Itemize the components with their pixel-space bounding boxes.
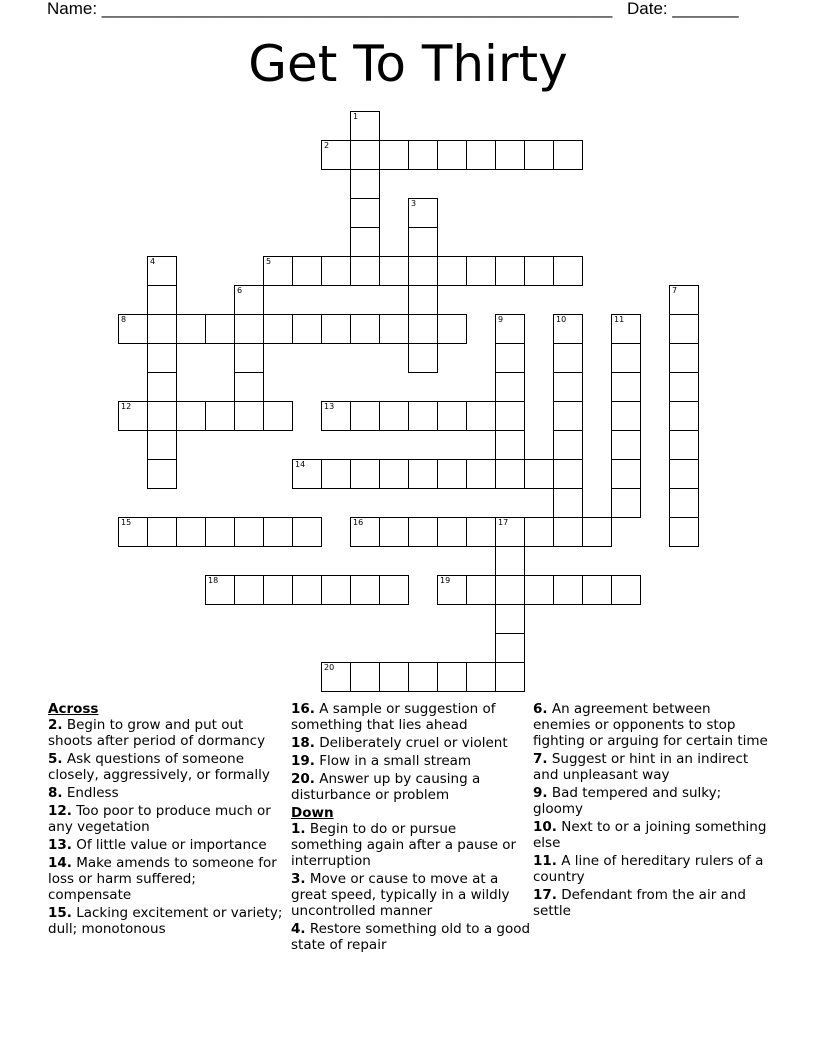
clue-item bbox=[291, 735, 531, 751]
grid-cell[interactable] bbox=[263, 575, 293, 605]
grid-cell[interactable] bbox=[524, 517, 554, 547]
clue-text: Lacking excitement or variety; dull; monotonous bbox=[48, 905, 283, 937]
grid-cell[interactable] bbox=[553, 372, 583, 402]
clue-item bbox=[48, 905, 283, 937]
grid-cell[interactable] bbox=[263, 517, 293, 547]
grid-cell[interactable] bbox=[147, 517, 177, 547]
clue-item bbox=[533, 853, 768, 885]
clue-text: Flow in a small stream bbox=[319, 753, 472, 769]
clue-number: 2. bbox=[48, 717, 63, 733]
grid-cell[interactable] bbox=[408, 517, 438, 547]
grid-cell[interactable] bbox=[234, 314, 264, 344]
grid-cell[interactable] bbox=[669, 401, 699, 431]
clue-number: 10. bbox=[533, 819, 557, 835]
grid-cell[interactable] bbox=[234, 401, 264, 431]
grid-cell[interactable] bbox=[379, 517, 409, 547]
grid-cell[interactable] bbox=[379, 662, 409, 692]
grid-cell[interactable] bbox=[437, 314, 467, 344]
clue-number: 17. bbox=[533, 887, 557, 903]
grid-cell[interactable] bbox=[495, 575, 525, 605]
clue-number: 5. bbox=[48, 751, 63, 767]
grid-cell[interactable] bbox=[524, 459, 554, 489]
clue-text: Endless bbox=[66, 785, 119, 801]
cell-number: 11 bbox=[614, 315, 625, 324]
grid-cell[interactable] bbox=[147, 459, 177, 489]
clue-item bbox=[533, 785, 768, 817]
cell-number: 16 bbox=[353, 518, 364, 527]
grid-cell[interactable] bbox=[408, 662, 438, 692]
grid-cell[interactable] bbox=[234, 575, 264, 605]
grid-cell[interactable] bbox=[234, 372, 264, 402]
clue-text: Defendant from the air and settle bbox=[533, 887, 746, 919]
clue-number: 14. bbox=[48, 855, 72, 871]
grid-cell[interactable] bbox=[553, 401, 583, 431]
grid-cell[interactable] bbox=[669, 314, 699, 344]
grid-cell[interactable] bbox=[292, 314, 322, 344]
grid-cell[interactable] bbox=[321, 459, 351, 489]
grid-cell[interactable] bbox=[437, 517, 467, 547]
clue-text: Suggest or hint in an indirect and unpleasant way bbox=[533, 751, 749, 783]
grid-cell[interactable] bbox=[350, 227, 380, 257]
grid-cell[interactable] bbox=[553, 256, 583, 286]
grid-cell[interactable] bbox=[669, 488, 699, 518]
grid-cell[interactable] bbox=[408, 227, 438, 257]
grid-cell[interactable] bbox=[408, 401, 438, 431]
grid-cell[interactable] bbox=[495, 372, 525, 402]
clue-item bbox=[48, 717, 283, 749]
grid-cell[interactable] bbox=[350, 198, 380, 228]
cell-number: 10 bbox=[556, 315, 567, 324]
clue-item bbox=[291, 771, 531, 803]
clue-number: 16. bbox=[291, 701, 315, 717]
grid-cell[interactable] bbox=[611, 488, 641, 518]
grid-cell[interactable] bbox=[350, 459, 380, 489]
clue-number: 4. bbox=[291, 921, 306, 937]
clue-number: 8. bbox=[48, 785, 63, 801]
grid-cell[interactable] bbox=[669, 372, 699, 402]
grid-cell[interactable] bbox=[350, 256, 380, 286]
grid-cell[interactable] bbox=[176, 314, 206, 344]
grid-cell[interactable] bbox=[611, 343, 641, 373]
grid-cell[interactable] bbox=[437, 140, 467, 170]
cell-number: 8 bbox=[121, 315, 127, 324]
grid-cell[interactable] bbox=[437, 401, 467, 431]
clue-text: Of little value or importance bbox=[76, 837, 267, 853]
grid-cell[interactable] bbox=[553, 343, 583, 373]
puzzle-title: Get To Thirty bbox=[248, 35, 568, 93]
grid-cell[interactable] bbox=[524, 575, 554, 605]
grid-cell[interactable] bbox=[147, 401, 177, 431]
clue-number: 9. bbox=[533, 785, 548, 801]
clue-number: 13. bbox=[48, 837, 72, 853]
grid-cell[interactable] bbox=[553, 575, 583, 605]
cell-number: 17 bbox=[498, 518, 509, 527]
clue-number: 12. bbox=[48, 803, 72, 819]
clue-item bbox=[291, 921, 531, 953]
clue-text: Make amends to someone for loss or harm suffered; compensate bbox=[48, 855, 277, 903]
clue-item bbox=[48, 803, 283, 835]
clue-text: Bad tempered and sulky; gloomy bbox=[533, 785, 722, 817]
grid-cell[interactable] bbox=[350, 314, 380, 344]
grid-cell[interactable] bbox=[408, 140, 438, 170]
grid-cell[interactable] bbox=[379, 575, 409, 605]
clue-number: 1. bbox=[291, 821, 306, 837]
grid-cell[interactable] bbox=[611, 401, 641, 431]
grid-cell[interactable] bbox=[379, 256, 409, 286]
grid-cell[interactable] bbox=[582, 517, 612, 547]
clue-number: 6. bbox=[533, 701, 548, 717]
grid-cell[interactable] bbox=[176, 401, 206, 431]
name-field-line: Name: ______________________________________________________ bbox=[47, 0, 613, 18]
clue-section-heading: Down bbox=[291, 805, 334, 821]
grid-cell[interactable] bbox=[553, 517, 583, 547]
grid-cell[interactable] bbox=[669, 343, 699, 373]
clue-number: 18. bbox=[291, 735, 315, 751]
grid-cell[interactable] bbox=[466, 401, 496, 431]
grid-cell[interactable] bbox=[205, 401, 235, 431]
clue-item bbox=[48, 837, 283, 853]
grid-cell[interactable] bbox=[292, 575, 322, 605]
grid-cell[interactable] bbox=[466, 662, 496, 692]
clue-item bbox=[291, 871, 531, 919]
grid-cell[interactable] bbox=[466, 517, 496, 547]
cell-number: 20 bbox=[324, 663, 335, 672]
grid-cell[interactable] bbox=[408, 343, 438, 373]
grid-cell[interactable] bbox=[466, 256, 496, 286]
clue-text: A sample or suggestion of something that lies ahead bbox=[291, 701, 496, 733]
clue-column-2 bbox=[291, 701, 531, 955]
grid-cell[interactable] bbox=[611, 459, 641, 489]
cell-number: 15 bbox=[121, 518, 132, 527]
grid-cell[interactable] bbox=[379, 401, 409, 431]
clue-item bbox=[533, 701, 768, 749]
grid-cell[interactable] bbox=[437, 459, 467, 489]
clue-number: 19. bbox=[291, 753, 315, 769]
grid-cell[interactable] bbox=[263, 401, 293, 431]
grid-cell[interactable] bbox=[350, 169, 380, 199]
clue-item bbox=[533, 819, 768, 851]
clue-text: A line of hereditary rulers of a country bbox=[533, 853, 764, 885]
grid-cell[interactable] bbox=[408, 314, 438, 344]
grid-cell[interactable] bbox=[495, 343, 525, 373]
cell-number: 9 bbox=[498, 315, 504, 324]
grid-cell[interactable] bbox=[147, 430, 177, 460]
grid-cell[interactable] bbox=[553, 488, 583, 518]
grid-cell[interactable] bbox=[147, 343, 177, 373]
cell-number: 12 bbox=[121, 402, 132, 411]
clue-text: Ask questions of someone closely, aggressively, or formally bbox=[48, 751, 270, 783]
clue-text: Begin to do or pursue something again after a pause or interruption bbox=[291, 821, 517, 869]
grid-cell[interactable] bbox=[553, 140, 583, 170]
clue-text: Move or cause to move at a great speed, typically in a wildly uncontrolled manner bbox=[291, 871, 510, 919]
grid-cell[interactable] bbox=[205, 517, 235, 547]
grid-cell[interactable] bbox=[466, 140, 496, 170]
grid-cell[interactable] bbox=[495, 430, 525, 460]
grid-cell[interactable] bbox=[350, 575, 380, 605]
grid-cell[interactable] bbox=[147, 285, 177, 315]
cell-number: 5 bbox=[266, 257, 272, 266]
grid-cell[interactable] bbox=[495, 604, 525, 634]
grid-cell[interactable] bbox=[234, 517, 264, 547]
clue-item bbox=[48, 785, 283, 801]
clue-number: 7. bbox=[533, 751, 548, 767]
grid-cell[interactable] bbox=[437, 662, 467, 692]
clue-item bbox=[291, 701, 531, 733]
grid-cell[interactable] bbox=[408, 285, 438, 315]
clue-item bbox=[291, 821, 531, 869]
grid-cell[interactable] bbox=[495, 256, 525, 286]
clue-item bbox=[533, 887, 768, 919]
clue-text: An agreement between enemies or opponents to stop fighting or arguing for certain time bbox=[533, 701, 768, 749]
grid-cell[interactable] bbox=[669, 517, 699, 547]
grid-cell[interactable] bbox=[408, 459, 438, 489]
cell-number: 4 bbox=[150, 257, 156, 266]
grid-cell[interactable] bbox=[495, 401, 525, 431]
cell-number: 7 bbox=[672, 286, 678, 295]
cell-number: 19 bbox=[440, 576, 451, 585]
clue-column-1 bbox=[48, 701, 283, 939]
grid-cell[interactable] bbox=[495, 546, 525, 576]
cell-number: 13 bbox=[324, 402, 335, 411]
cell-number: 18 bbox=[208, 576, 219, 585]
cell-number: 3 bbox=[411, 199, 417, 208]
grid-cell[interactable] bbox=[582, 575, 612, 605]
cell-number: 2 bbox=[324, 141, 330, 150]
clue-item bbox=[291, 753, 531, 769]
grid-cell[interactable] bbox=[176, 517, 206, 547]
grid-cell[interactable] bbox=[669, 430, 699, 460]
grid-cell[interactable] bbox=[466, 575, 496, 605]
grid-cell[interactable] bbox=[495, 140, 525, 170]
clue-text: Answer up by causing a disturbance or problem bbox=[291, 771, 481, 803]
grid-cell[interactable] bbox=[292, 256, 322, 286]
clue-number: 11. bbox=[533, 853, 557, 869]
grid-cell[interactable] bbox=[553, 459, 583, 489]
grid-cell[interactable] bbox=[350, 140, 380, 170]
clue-text: Restore something old to a good state of repair bbox=[291, 921, 531, 953]
clue-column-3 bbox=[533, 701, 768, 921]
grid-cell[interactable] bbox=[495, 459, 525, 489]
cell-number: 6 bbox=[237, 286, 243, 295]
clue-text: Deliberately cruel or violent bbox=[319, 735, 508, 751]
grid-cell[interactable] bbox=[350, 401, 380, 431]
grid-cell[interactable] bbox=[147, 314, 177, 344]
grid-cell[interactable] bbox=[611, 575, 641, 605]
clue-section-heading: Across bbox=[48, 701, 99, 717]
clue-text: Too poor to produce much or any vegetation bbox=[48, 803, 271, 835]
grid-cell[interactable] bbox=[611, 430, 641, 460]
grid-cell[interactable] bbox=[205, 314, 235, 344]
grid-cell[interactable] bbox=[611, 372, 641, 402]
grid-cell[interactable] bbox=[350, 662, 380, 692]
grid-cell[interactable] bbox=[524, 256, 554, 286]
grid-cell[interactable] bbox=[553, 430, 583, 460]
clue-number: 3. bbox=[291, 871, 306, 887]
cell-number: 14 bbox=[295, 460, 306, 469]
clue-number: 20. bbox=[291, 771, 315, 787]
clue-item bbox=[48, 751, 283, 783]
clue-text: Next to or a joining something else bbox=[533, 819, 767, 851]
grid-cell[interactable] bbox=[234, 343, 264, 373]
clue-item bbox=[48, 855, 283, 903]
clue-item bbox=[533, 751, 768, 783]
grid-cell[interactable] bbox=[524, 140, 554, 170]
grid-cell[interactable] bbox=[379, 459, 409, 489]
grid-cell[interactable] bbox=[437, 256, 467, 286]
grid-cell[interactable] bbox=[379, 314, 409, 344]
clue-text: Begin to grow and put out shoots after period of dormancy bbox=[48, 717, 266, 749]
grid-cell[interactable] bbox=[669, 459, 699, 489]
grid-cell[interactable] bbox=[408, 256, 438, 286]
grid-cell[interactable] bbox=[379, 140, 409, 170]
date-field-line: Date: _______ bbox=[627, 0, 739, 18]
grid-cell[interactable] bbox=[495, 633, 525, 663]
clue-number: 15. bbox=[48, 905, 72, 921]
grid-cell[interactable] bbox=[292, 517, 322, 547]
grid-cell[interactable] bbox=[321, 314, 351, 344]
grid-cell[interactable] bbox=[321, 575, 351, 605]
grid-cell[interactable] bbox=[466, 459, 496, 489]
grid-cell[interactable] bbox=[495, 662, 525, 692]
grid-cell[interactable] bbox=[147, 372, 177, 402]
grid-cell[interactable] bbox=[321, 256, 351, 286]
grid-cell[interactable] bbox=[263, 314, 293, 344]
cell-number: 1 bbox=[353, 112, 359, 121]
